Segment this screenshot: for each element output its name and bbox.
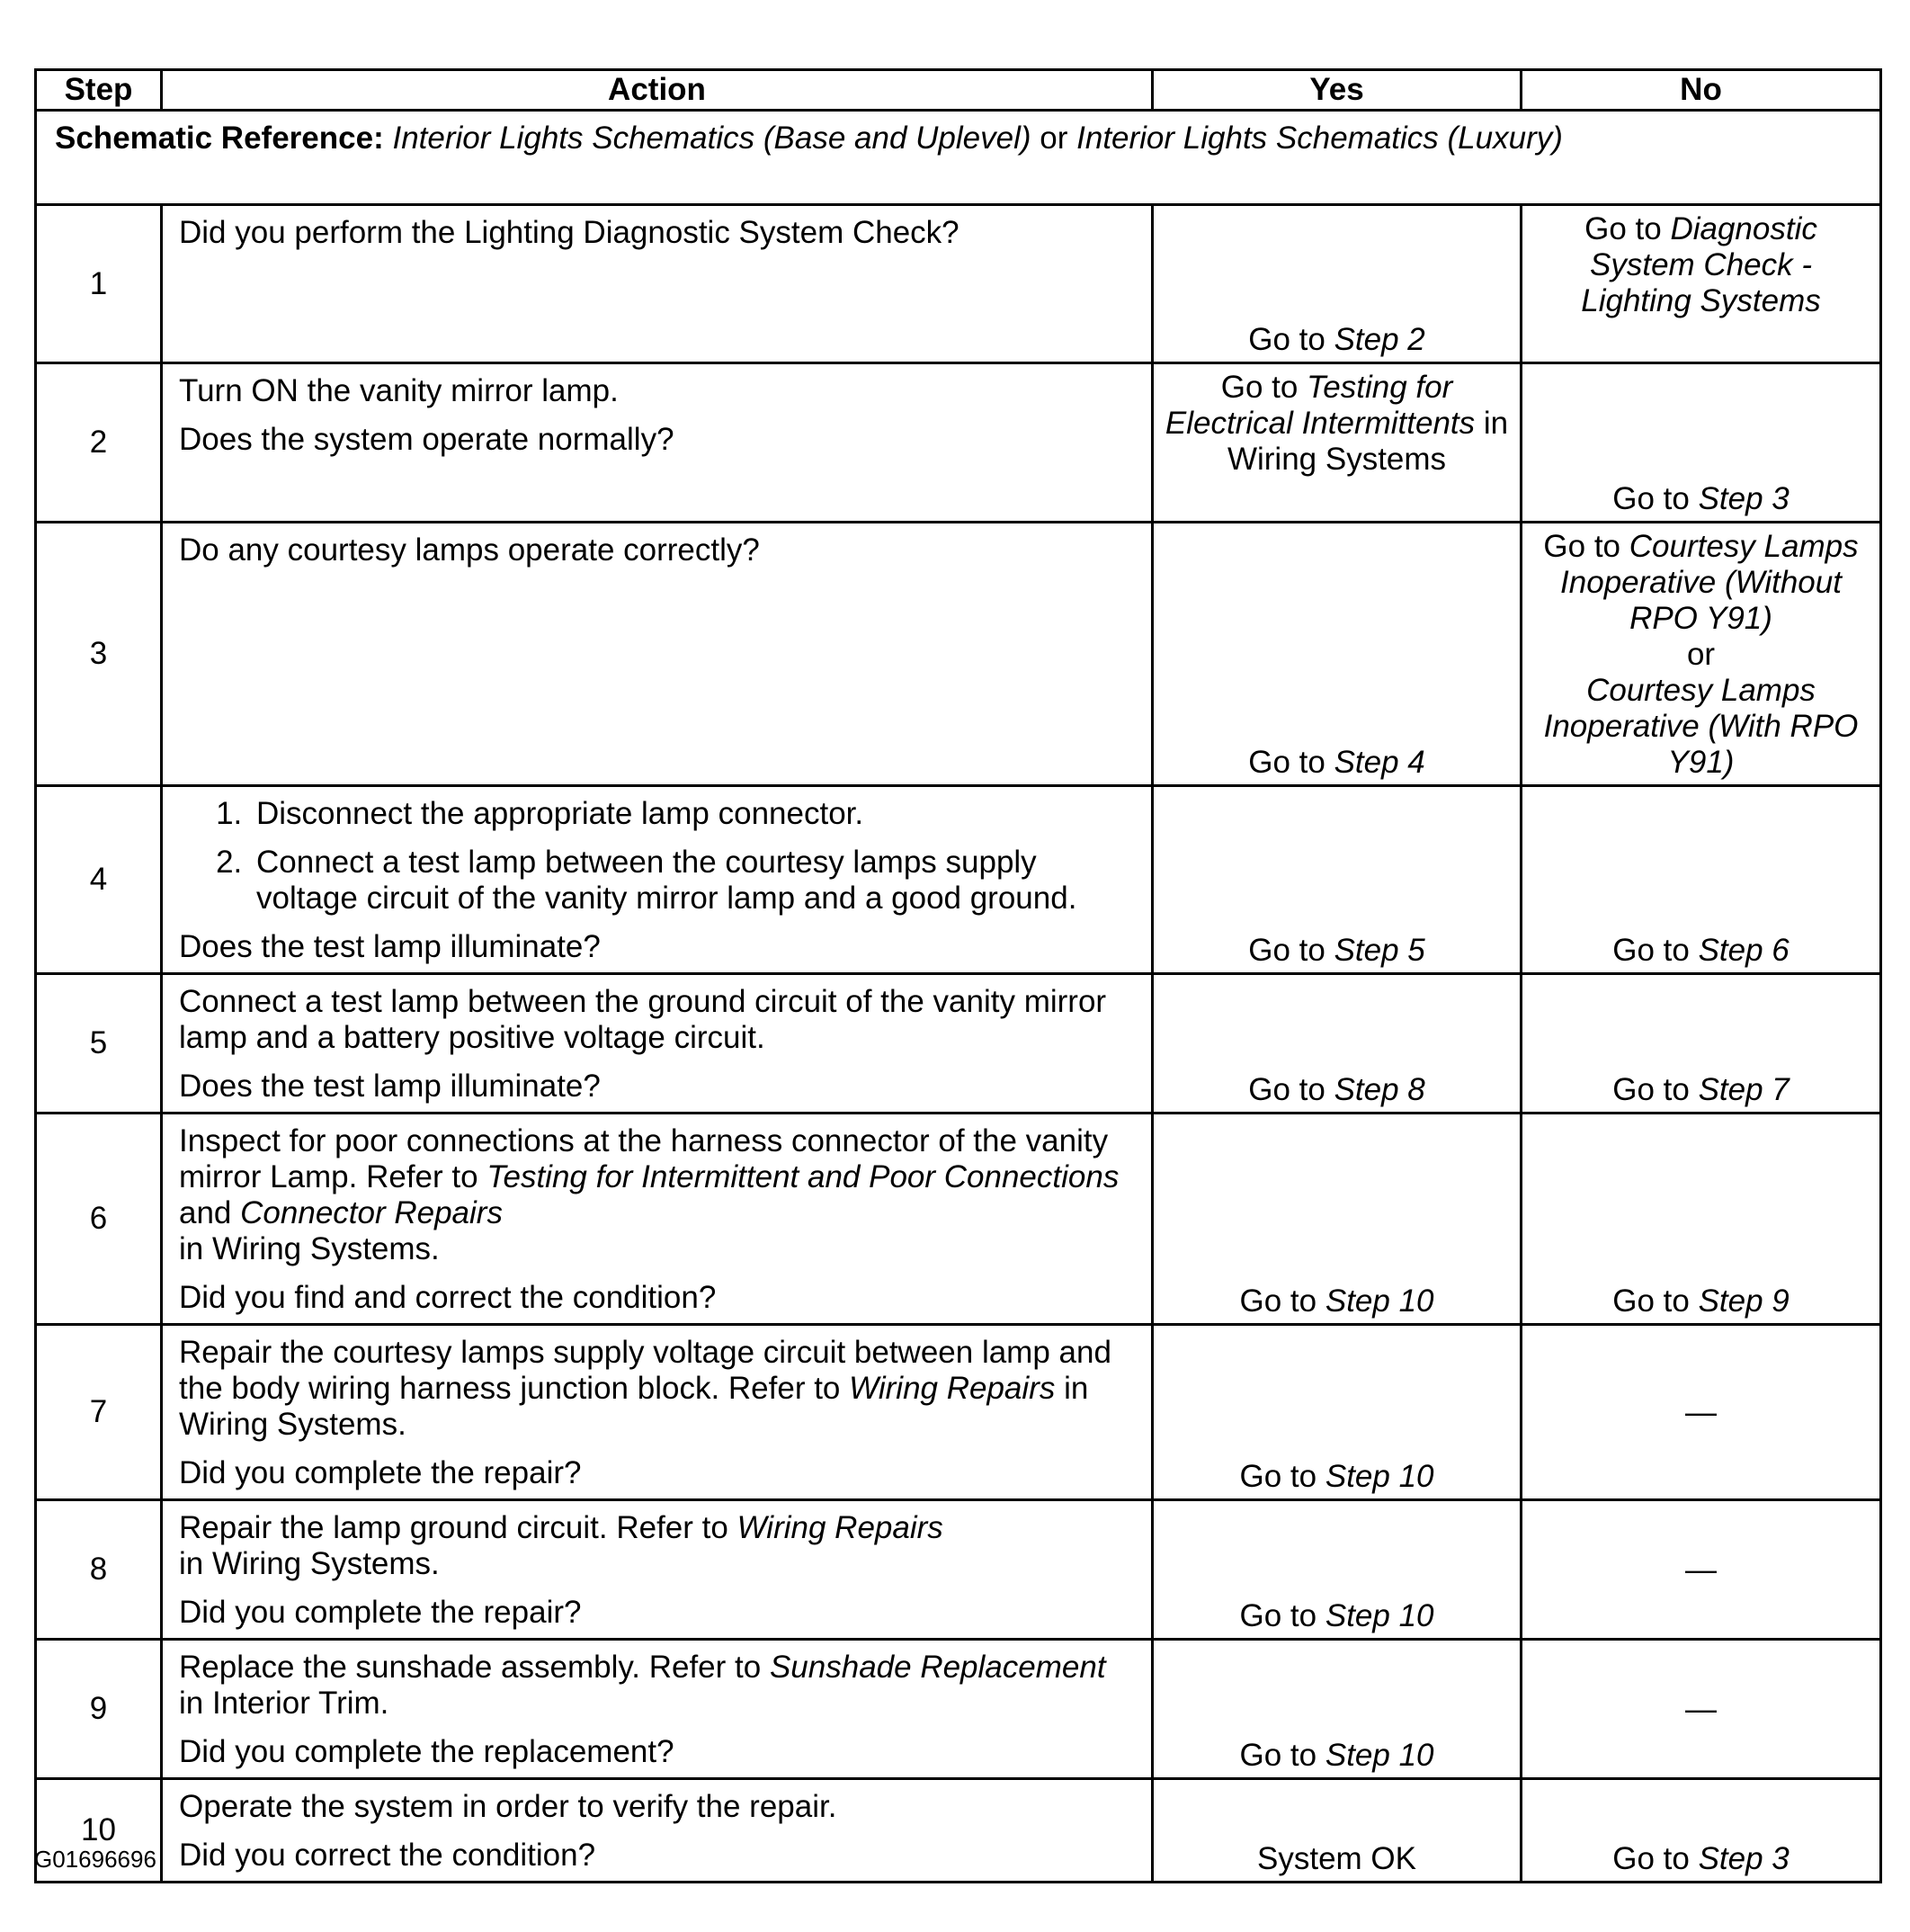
table-row — [36, 523, 1881, 786]
action-cell — [162, 1500, 1153, 1640]
yes-cell — [1153, 1500, 1522, 1640]
header-step: Step — [36, 70, 162, 111]
action-text — [179, 1335, 1135, 1443]
table-row — [36, 1114, 1881, 1325]
yes-link[interactable]: Step 10 — [1325, 1738, 1434, 1773]
action-cell — [162, 205, 1153, 363]
list-item: 2. Connect a test lamp between the courtesy lamps supply voltage circuit of the vanity mirror lamp and a good ground. — [251, 845, 1135, 917]
action-question: Does the test lamp illuminate? — [179, 929, 601, 964]
action-text-b: in Wiring Systems. — [179, 1231, 440, 1266]
diagnostic-table — [34, 68, 1882, 1883]
schematic-label: Schematic Reference: — [55, 121, 384, 156]
action-question: Does the test lamp illuminate? — [179, 1069, 601, 1104]
table-row — [36, 363, 1881, 523]
yes-prefix: Go to — [1239, 1459, 1317, 1494]
list-item: 1. Disconnect the appropriate lamp connector. — [251, 796, 1135, 832]
no-prefix: Go to — [1543, 529, 1621, 564]
action-cell — [162, 523, 1153, 786]
yes-prefix: Go to — [1239, 1738, 1317, 1773]
no-link-2[interactable]: Courtesy Lamps Inoperative (With RPO Y91) — [1543, 673, 1859, 780]
yes-link[interactable]: Step 4 — [1334, 745, 1425, 780]
action-cell — [162, 363, 1153, 523]
schematic-link-base[interactable]: Interior Lights Schematics (Base and Uplevel) — [392, 121, 1031, 156]
action-and: and — [179, 1195, 232, 1230]
yes-prefix: Go to — [1248, 1072, 1325, 1107]
action-question: Did you find and correct the condition? — [179, 1280, 717, 1315]
yes-prefix: Go to — [1248, 322, 1325, 357]
figure-id: G01696696 — [34, 1846, 156, 1873]
yes-cell: System OK — [1153, 1779, 1522, 1883]
table-row — [36, 205, 1881, 363]
action-text-b: in Wiring Systems. — [179, 1371, 1089, 1442]
action-link[interactable]: Testing for Intermittent and Poor Connections — [486, 1159, 1120, 1194]
table-row — [36, 1500, 1881, 1640]
step-number: 3 — [36, 523, 162, 786]
header-no: No — [1522, 70, 1881, 111]
action-text-b: in Wiring Systems. — [179, 1546, 440, 1581]
action-text-a: Repair the lamp ground circuit. Refer to — [179, 1510, 728, 1545]
no-link[interactable]: Step 7 — [1698, 1072, 1790, 1107]
no-prefix: Go to — [1612, 1284, 1690, 1319]
action-text — [179, 1123, 1135, 1267]
yes-prefix: Go to — [1248, 745, 1325, 780]
yes-prefix: Go to — [1220, 370, 1299, 405]
action-link[interactable]: Wiring Repairs — [849, 1371, 1056, 1406]
no-cell — [1522, 1779, 1881, 1883]
no-prefix: Go to — [1612, 933, 1690, 968]
action-text-b: in Interior Trim. — [179, 1686, 389, 1721]
table-row — [36, 974, 1881, 1114]
action-text — [179, 1510, 1135, 1582]
action-cell — [162, 786, 1153, 974]
schematic-or: or — [1040, 121, 1068, 156]
header-row — [36, 70, 1881, 111]
action-text: Connect a test lamp between the ground circuit of the vanity mirror lamp and a battery positive voltage circuit. — [179, 984, 1107, 1055]
header-action: Action — [162, 70, 1153, 111]
no-prefix: Go to — [1584, 211, 1662, 246]
action-cell — [162, 974, 1153, 1114]
step-number: 7 — [36, 1325, 162, 1500]
no-link[interactable]: Step 9 — [1698, 1284, 1790, 1319]
table-row — [36, 1640, 1881, 1779]
action-cell — [162, 1779, 1153, 1883]
yes-prefix: Go to — [1239, 1598, 1317, 1633]
table-row — [36, 786, 1881, 974]
yes-cell — [1153, 1114, 1522, 1325]
yes-suffix: in Wiring Systems — [1227, 406, 1509, 477]
yes-prefix: Go to — [1248, 933, 1325, 968]
yes-link[interactable]: Step 2 — [1334, 322, 1425, 357]
yes-link[interactable]: Step 8 — [1334, 1072, 1425, 1107]
yes-cell — [1153, 363, 1522, 523]
action-cell — [162, 1114, 1153, 1325]
yes-link[interactable]: Testing for Electrical Intermittents — [1165, 370, 1476, 441]
table-row — [36, 1325, 1881, 1500]
schematic-row — [36, 111, 1881, 205]
action-link[interactable]: Wiring Repairs — [736, 1510, 943, 1545]
yes-link[interactable]: Step 5 — [1334, 933, 1425, 968]
action-question: Did you complete the replacement? — [179, 1734, 674, 1769]
no-cell: — — [1522, 1640, 1881, 1779]
schematic-link-luxury[interactable]: Interior Lights Schematics (Luxury) — [1076, 121, 1563, 156]
no-or: or — [1686, 637, 1716, 672]
yes-link[interactable]: Step 10 — [1325, 1598, 1434, 1633]
action-text: Do any courtesy lamps operate correctly? — [179, 532, 760, 568]
no-cell — [1522, 1114, 1881, 1325]
no-cell — [1522, 786, 1881, 974]
step-number: 9 — [36, 1640, 162, 1779]
step-number: 2 — [36, 363, 162, 523]
action-text: Did you perform the Lighting Diagnostic System Check? — [179, 215, 959, 250]
no-cell — [1522, 974, 1881, 1114]
no-cell — [1522, 523, 1881, 786]
no-link[interactable]: Step 6 — [1698, 933, 1790, 968]
no-link[interactable]: Step 3 — [1698, 1841, 1790, 1876]
no-prefix: Go to — [1612, 1072, 1690, 1107]
yes-prefix: Go to — [1239, 1284, 1317, 1319]
action-question: Did you complete the repair? — [179, 1595, 582, 1630]
step-number: 4 — [36, 786, 162, 974]
no-cell — [1522, 205, 1881, 363]
step-number: 1 — [36, 205, 162, 363]
action-question: Does the system operate normally? — [179, 422, 674, 457]
no-prefix: Go to — [1612, 481, 1690, 516]
yes-cell — [1153, 205, 1522, 363]
table-row — [36, 1779, 1881, 1883]
yes-cell — [1153, 974, 1522, 1114]
diagnostic-table-container — [34, 68, 1879, 1883]
no-prefix: Go to — [1612, 1841, 1690, 1876]
action-question: Did you complete the repair? — [179, 1455, 582, 1490]
step-number: 5 — [36, 974, 162, 1114]
yes-cell — [1153, 786, 1522, 974]
action-cell — [162, 1325, 1153, 1500]
yes-cell — [1153, 1325, 1522, 1500]
action-text-a: Repair the courtesy lamps supply voltage circuit between lamp and the body wiring harness junction block. Refer to — [179, 1335, 1111, 1406]
action-text: Turn ON the vanity mirror lamp. — [179, 373, 619, 408]
action-question: Did you correct the condition? — [179, 1838, 596, 1873]
action-cell — [162, 1640, 1153, 1779]
step-number: 6 — [36, 1114, 162, 1325]
no-cell: — — [1522, 1325, 1881, 1500]
step-number: 10 — [36, 1779, 162, 1883]
no-link[interactable]: Courtesy Lamps Inoperative (Without RPO Y91) — [1560, 529, 1859, 636]
action-text: Operate the system in order to verify the repair. — [179, 1789, 837, 1824]
yes-link[interactable]: Step 10 — [1325, 1459, 1434, 1494]
yes-cell — [1153, 523, 1522, 786]
schematic-reference — [36, 111, 1881, 205]
action-text — [179, 1650, 1135, 1722]
action-text-a: Replace the sunshade assembly. Refer to — [179, 1650, 762, 1685]
no-link[interactable]: Diagnostic System Check - Lighting Systems — [1581, 211, 1821, 318]
no-cell — [1522, 363, 1881, 523]
action-steps-list — [179, 796, 1135, 917]
action-link-2[interactable]: Connector Repairs — [240, 1195, 503, 1230]
no-link[interactable]: Step 3 — [1698, 481, 1790, 516]
header-yes: Yes — [1153, 70, 1522, 111]
action-link[interactable]: Sunshade Replacement — [769, 1650, 1106, 1685]
step-number: 8 — [36, 1500, 162, 1640]
no-cell: — — [1522, 1500, 1881, 1640]
yes-link[interactable]: Step 10 — [1325, 1284, 1434, 1319]
action-text-a: Inspect for poor connections at the harness connector of the vanity mirror Lamp. Refer to — [179, 1123, 1109, 1194]
yes-cell — [1153, 1640, 1522, 1779]
